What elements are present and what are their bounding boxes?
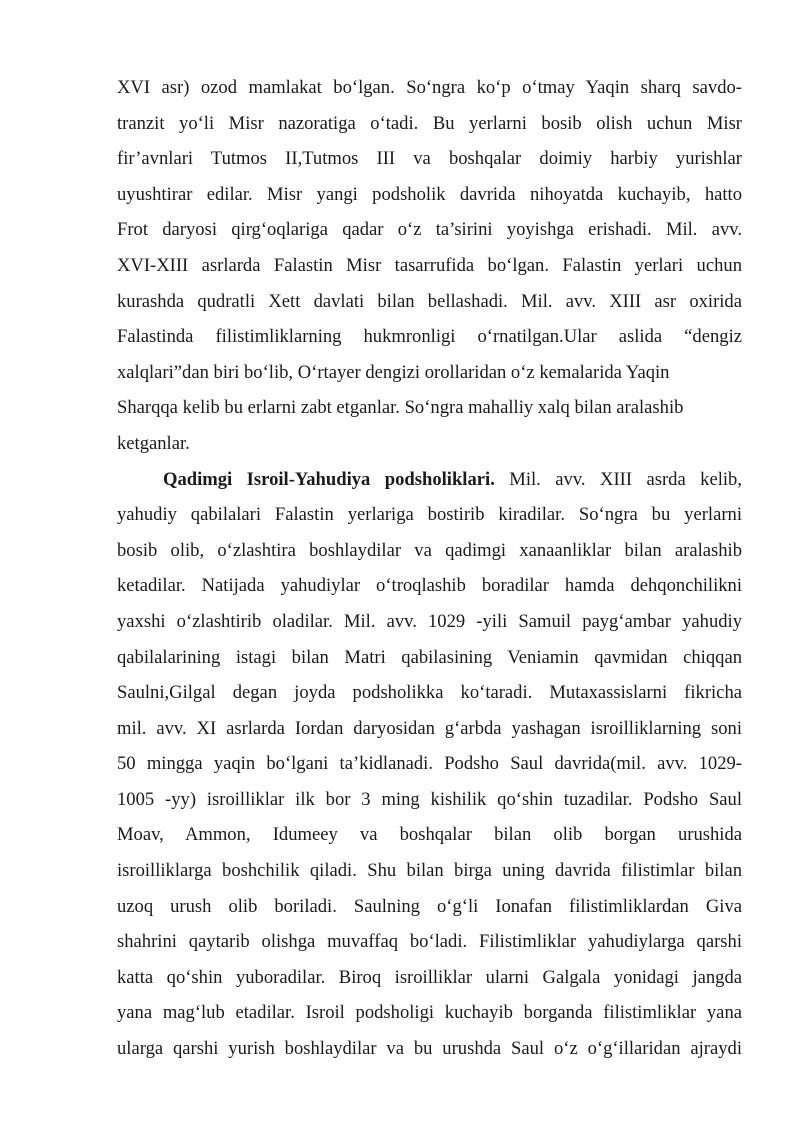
line-text: Sharqqa kelib bu erlarni zabt etganlar. So‘ngra mahalliy xalq bilan aralashib	[117, 397, 684, 419]
line-text: 1005 -yy) isroilliklar ilk bor 3 ming kishilik qo‘shin tuzadilar. Podsho Saul	[117, 788, 742, 810]
text-line	[117, 106, 742, 142]
line-text: ketadilar. Natijada yahudiylar o‘troqlashib boradilar hamda dehqonchilikni	[117, 575, 742, 597]
body-text	[117, 70, 742, 1067]
section-heading: Qadimgi Isroil-Yahudiya podsholiklari.	[163, 468, 495, 490]
line-text: tranzit yo‘li Misr nazoratiga o‘tadi. Bu yerlarni bosib olish uchun Misr	[117, 112, 742, 134]
line-text: qabilalarining istagi bilan Matri qabilasining Veniamin qavmidan chiqqan	[117, 646, 742, 668]
text-line	[117, 390, 742, 426]
text-line	[117, 995, 742, 1031]
text-line	[117, 568, 742, 604]
section-heading-line	[117, 462, 742, 498]
line-text: XVI asr) ozod mamlakat bo‘lgan. So‘ngra ko‘p o‘tmay Yaqin sharq savdo-	[117, 77, 742, 98]
text-line	[117, 924, 742, 960]
text-line	[117, 248, 742, 284]
line-text: xalqlari”dan biri bo‘lib, O‘rtayer dengizi orollaridan o‘z kemalarida Yaqin	[117, 361, 670, 383]
line-text: ketganlar.	[117, 432, 190, 454]
line-text: mil. avv. XI asrlarda Iordan daryosidan g‘arbda yashagan isroilliklarning soni	[117, 717, 742, 739]
line-text: shahrini qaytarib olishga muvaffaq bo‘ladi. Filistimliklar yahudiylarga qarshi	[117, 931, 742, 953]
line-text: ularga qarshi yurish boshlaydilar va bu urushda Saul o‘z o‘g‘illaridan ajraydi	[117, 1038, 742, 1060]
text-line	[117, 711, 742, 747]
text-line	[117, 426, 742, 462]
text-line	[117, 640, 742, 676]
text-line	[117, 960, 742, 996]
text-line	[117, 355, 742, 391]
text-line	[117, 782, 742, 818]
line-text: Falastinda filistimliklarning hukmronligi o‘rnatilgan.Ular aslida “dengiz	[117, 326, 742, 348]
line-text: Frot daryosi qirg‘oqlariga qadar o‘z ta’sirini yoyishga erishadi. Mil. avv.	[117, 219, 742, 241]
line-text: kurashda qudratli Xett davlati bilan bellashadi. Mil. avv. XIII asr oxirida	[117, 290, 742, 312]
text-line	[117, 319, 742, 355]
line-text: Mil. avv. XIII asrda kelib,	[494, 468, 742, 490]
line-text: XVI-XIII asrlarda Falastin Misr tasarrufida bo‘lgan. Falastin yerlari uchun	[117, 254, 742, 276]
text-line	[117, 746, 742, 782]
text-line	[117, 284, 742, 320]
line-text: Moav, Ammon, Idumeey va boshqalar bilan olib borgan urushida	[117, 824, 742, 846]
text-line	[117, 533, 742, 569]
line-text: Saulni,Gilgal degan joyda podsholikka ko‘taradi. Mutaxassislarni fikricha	[117, 682, 742, 704]
text-line	[117, 817, 742, 853]
line-text: yaxshi o‘zlashtirib oladilar. Mil. avv. 1029 -yili Samuil payg‘ambar yahudiy	[117, 610, 742, 632]
text-line	[117, 70, 742, 106]
text-line	[117, 604, 742, 640]
text-line	[117, 141, 742, 177]
text-line	[117, 497, 742, 533]
line-text: isroilliklarga boshchilik qiladi. Shu bilan birga uning davrida filistimlar bilan	[117, 860, 742, 882]
line-text: uzoq urush olib boriladi. Saulning o‘g‘li Ionafan filistimliklardan Giva	[117, 895, 742, 917]
text-line	[117, 212, 742, 248]
line-text: bosib olib, o‘zlashtira boshlaydilar va qadimgi xanaanliklar bilan aralashib	[117, 539, 742, 561]
line-text: yana mag‘lub etadilar. Isroil podsholigi kuchayib borganda filistimliklar yana	[117, 1002, 742, 1024]
text-line	[117, 675, 742, 711]
line-text: fir’avnlari Tutmos II,Tutmos III va boshqalar doimiy harbiy yurishlar	[117, 148, 742, 170]
text-line	[117, 889, 742, 925]
text-line	[117, 177, 742, 213]
text-line	[117, 1031, 742, 1067]
line-text: 50 mingga yaqin bo‘lgani ta’kidlanadi. Podsho Saul davrida(mil. avv. 1029-	[117, 753, 742, 775]
line-text: uyushtirar edilar. Misr yangi podsholik davrida nihoyatda kuchayib, hatto	[117, 183, 742, 205]
line-text: yahudiy qabilalari Falastin yerlariga bostirib kiradilar. So‘ngra bu yerlarni	[117, 504, 742, 526]
line-text: katta qo‘shin yuboradilar. Biroq isroilliklar ularni Galgala yonidagi jangda	[117, 966, 742, 988]
text-line	[117, 853, 742, 889]
